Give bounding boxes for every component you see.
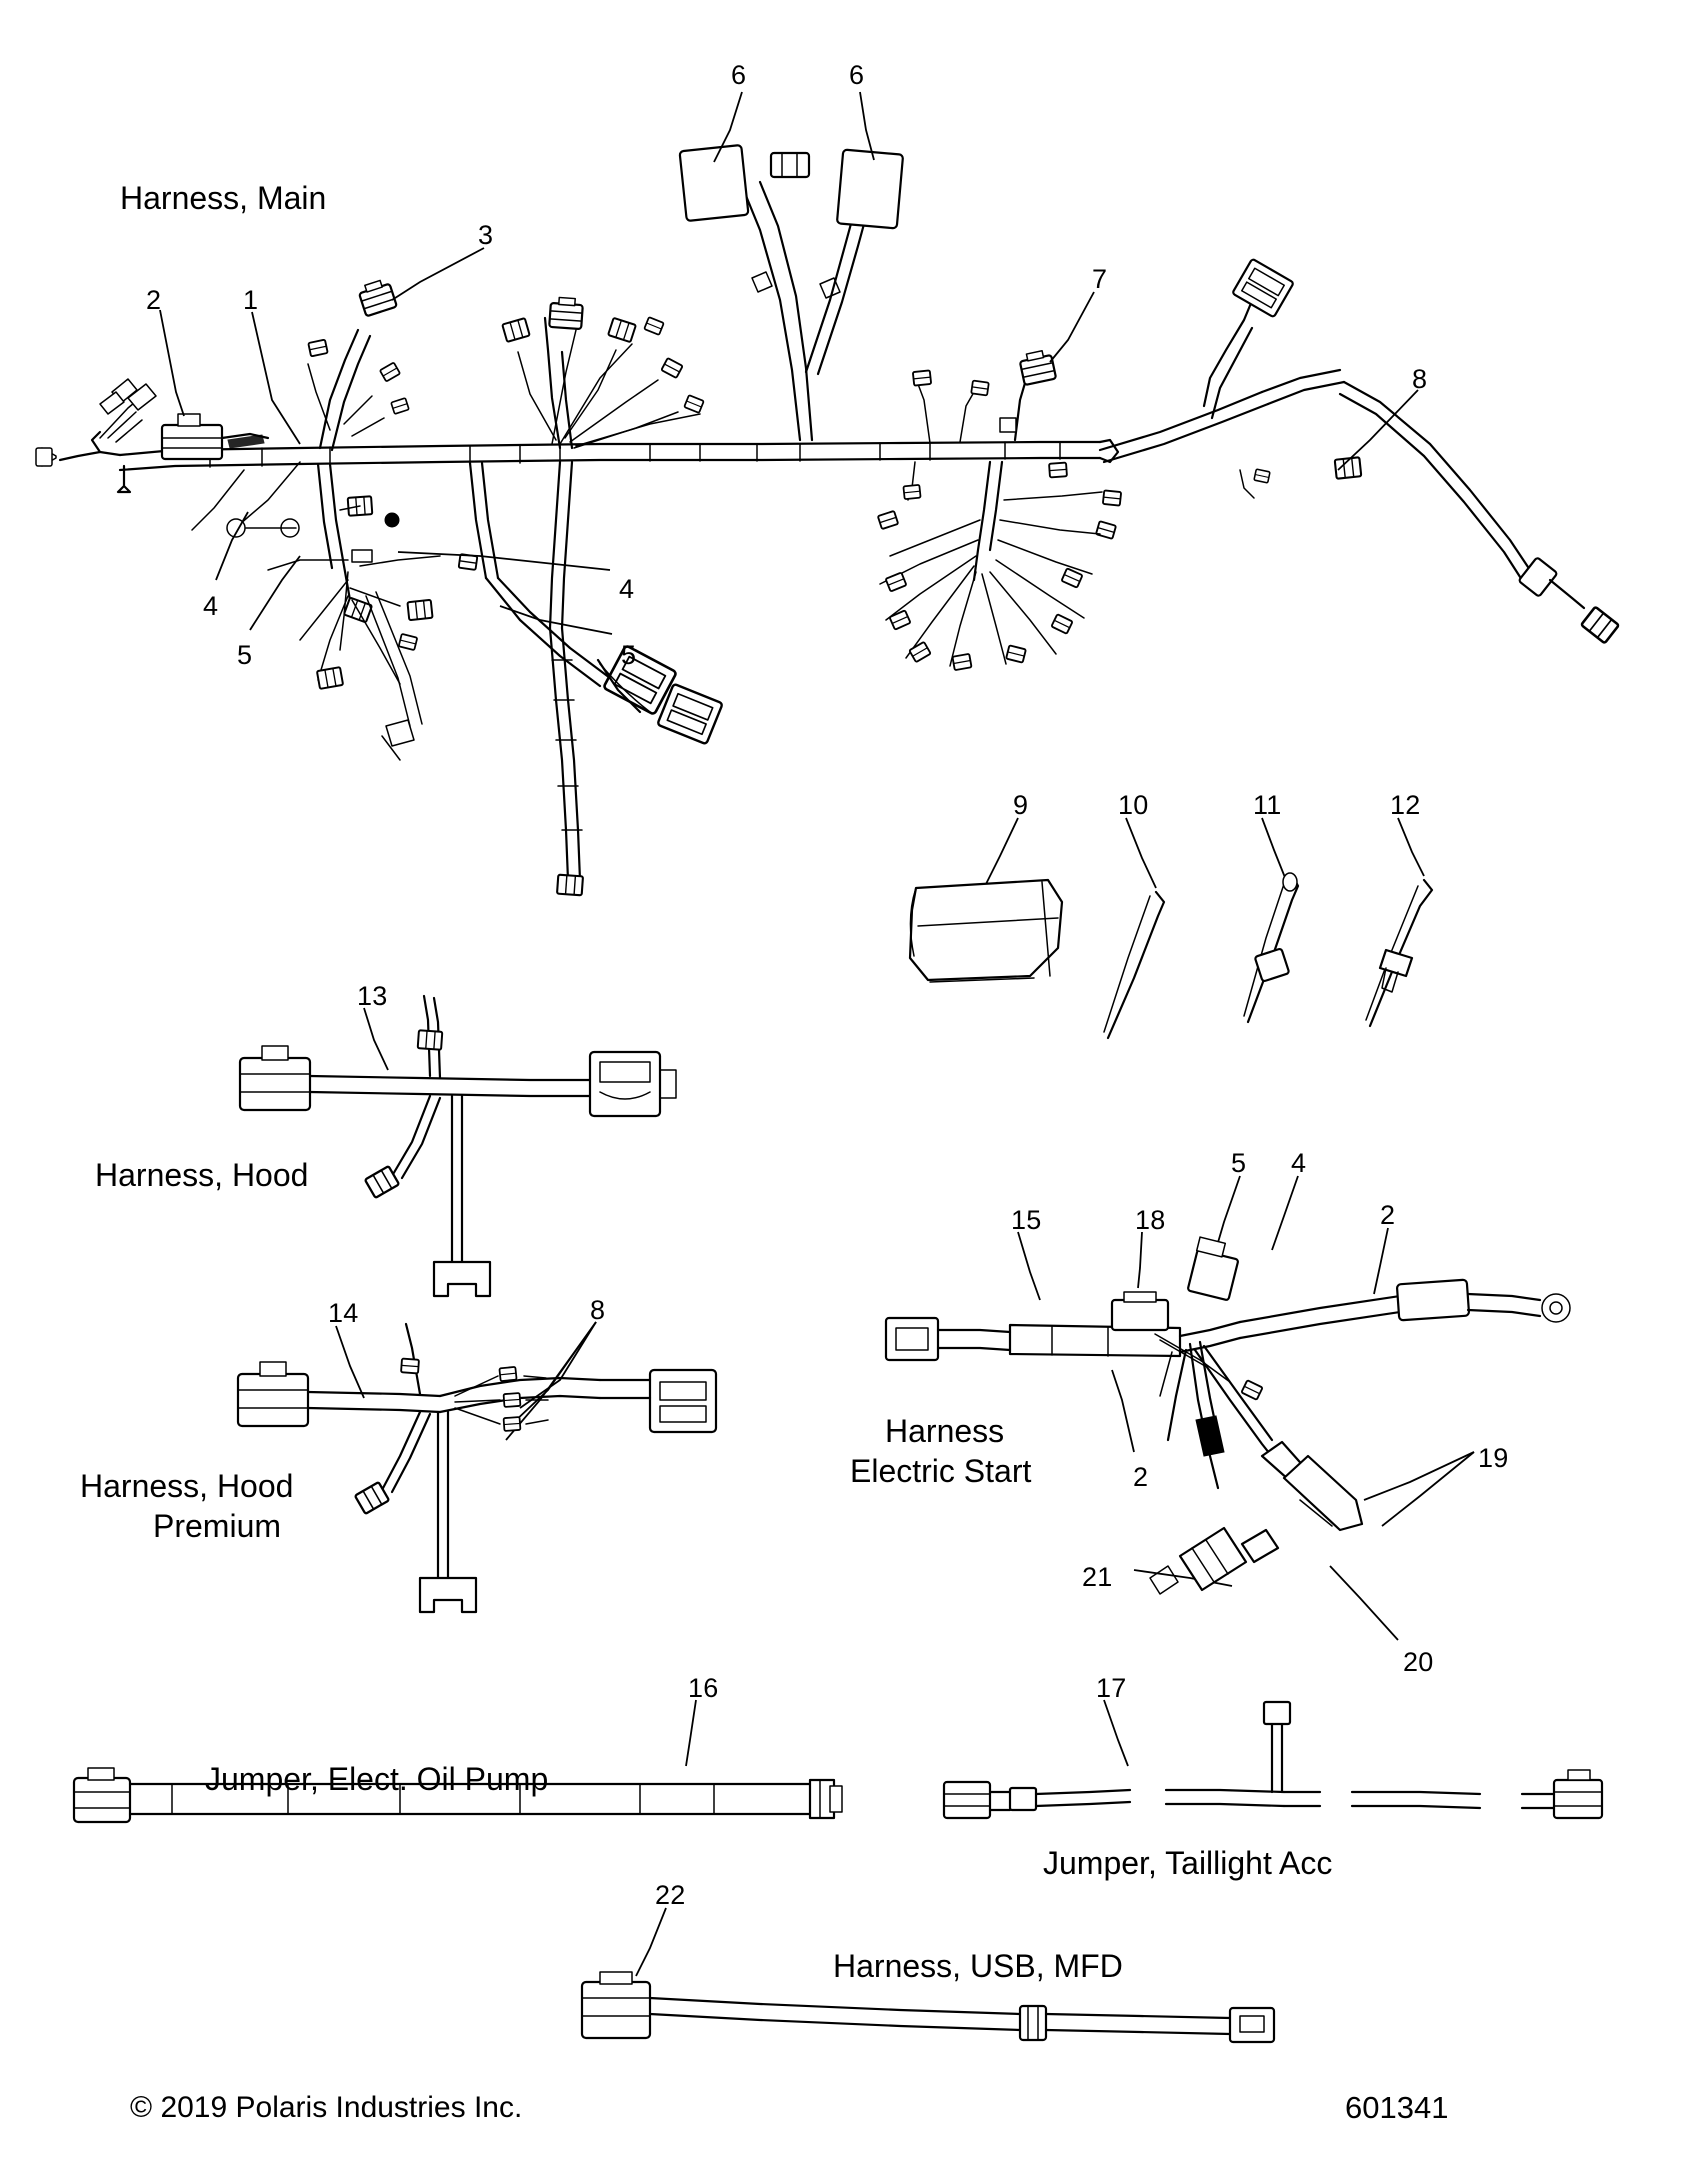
callout-2-es-lower: 2	[1133, 1462, 1149, 1492]
callout-2-es: 2	[1380, 1200, 1396, 1230]
callout-8-hood: 8	[590, 1295, 606, 1325]
callout-5-right: 5	[621, 640, 637, 670]
callout-9: 9	[1013, 790, 1029, 820]
part-number: 601341	[1345, 2090, 1449, 2125]
harness-hood-drawing	[240, 996, 676, 1296]
section-title-jumper-taillight-acc: Jumper, Taillight Acc	[1043, 1845, 1333, 1881]
section-title-harness-hood-premium: Harness, Hood	[80, 1468, 294, 1504]
callout-1: 1	[243, 285, 259, 315]
callout-6-left: 6	[731, 60, 747, 90]
callout-18: 18	[1135, 1205, 1166, 1235]
callout-11: 11	[1253, 790, 1282, 820]
callout-7: 7	[1092, 264, 1108, 294]
callout-22: 22	[655, 1880, 686, 1910]
callout-15: 15	[1011, 1205, 1042, 1235]
callout-6-right: 6	[849, 60, 865, 90]
callout-14: 14	[328, 1298, 359, 1328]
copyright-notice: © 2019 Polaris Industries Inc.	[130, 2091, 523, 2124]
section-title-harness-electric-start: Harness	[885, 1413, 1005, 1449]
callout-3: 3	[478, 220, 494, 250]
callout-2-main: 2	[146, 285, 162, 315]
callout-4-es: 4	[1291, 1148, 1307, 1178]
callout-5-es: 5	[1231, 1148, 1247, 1178]
callout-12: 12	[1390, 790, 1421, 820]
section-title-harness-hood: Harness, Hood	[95, 1157, 309, 1193]
section-title-harness-usb-mfd: Harness, USB, MFD	[833, 1948, 1123, 1984]
jumper-taillight-drawing	[944, 1702, 1602, 1818]
callout-4-left: 4	[203, 591, 219, 621]
section-title-harness-main: Harness, Main	[120, 180, 327, 216]
section-title-harness-hood-premium-line2: Premium	[153, 1508, 282, 1544]
callout-20: 20	[1403, 1647, 1434, 1677]
callout-19: 19	[1478, 1443, 1509, 1473]
small-parts-drawing	[910, 873, 1432, 1038]
callout-16: 16	[688, 1673, 719, 1703]
callout-21: 21	[1082, 1562, 1113, 1592]
harness-main-drawing	[36, 145, 1619, 895]
callout-4-right: 4	[619, 574, 635, 604]
callout-leaders-main	[160, 92, 1474, 1976]
callout-17: 17	[1096, 1673, 1127, 1703]
harness-hood-premium-drawing	[238, 1324, 716, 1612]
callout-13: 13	[357, 981, 388, 1011]
callout-10: 10	[1118, 790, 1149, 820]
section-title-jumper-oil-pump: Jumper, Elect. Oil Pump	[205, 1761, 549, 1797]
callout-8-main: 8	[1412, 364, 1428, 394]
section-title-harness-electric-start-line2: Electric Start	[850, 1453, 1032, 1489]
callout-5-left: 5	[237, 640, 253, 670]
